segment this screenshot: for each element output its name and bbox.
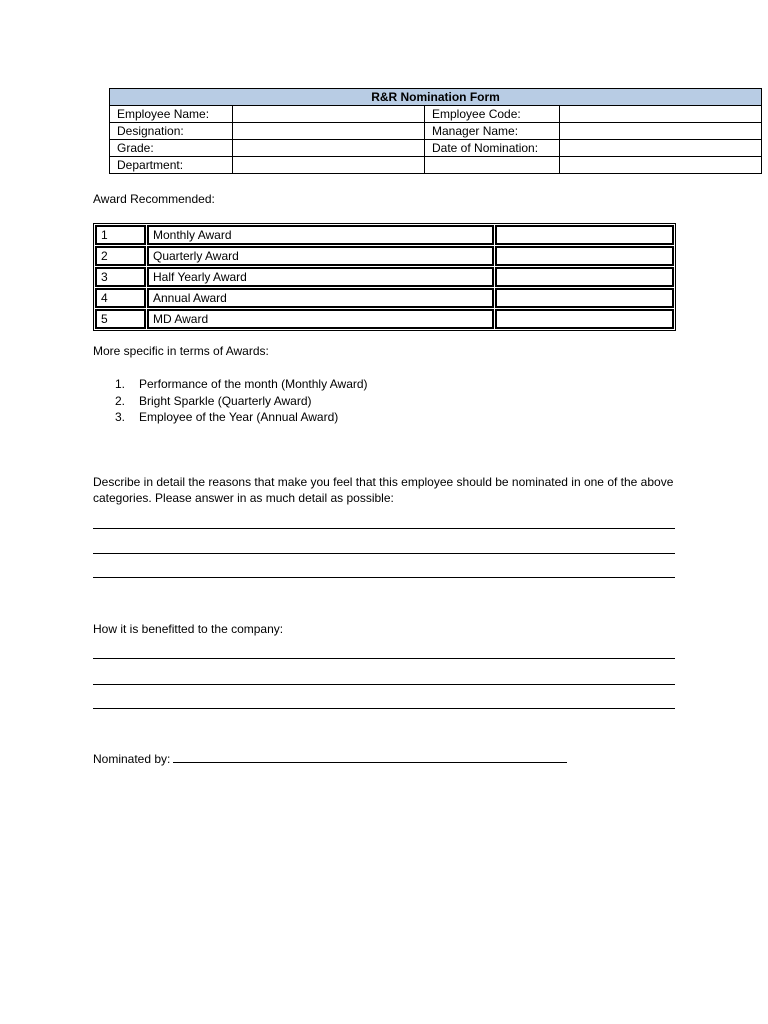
award-name: Annual Award: [147, 288, 494, 308]
employee-details-table: [109, 88, 762, 174]
award-number: 4: [95, 288, 146, 308]
award-selection-cell[interactable]: [495, 288, 674, 308]
manager-name-label: Manager Name:: [425, 123, 560, 140]
grade-label: Grade:: [110, 140, 233, 157]
award-number: 1: [95, 225, 146, 245]
table-row: [110, 157, 762, 174]
specific-awards-heading: More specific in terms of Awards:: [93, 344, 269, 358]
table-row: [95, 309, 674, 329]
department-field[interactable]: [233, 157, 425, 174]
table-row: [95, 225, 674, 245]
list-item: [93, 409, 368, 426]
awards-table: [93, 223, 676, 331]
empty-field-cell[interactable]: [560, 157, 762, 174]
award-name: Half Yearly Award: [147, 267, 494, 287]
specific-awards-list: [93, 376, 368, 426]
list-item: [93, 376, 368, 393]
reasons-answer-line[interactable]: [93, 577, 675, 578]
reasons-prompt: Describe in detail the reasons that make you feel that this employee should be nominated in one of the above categories. Please answer in as much detail as possible:: [93, 475, 674, 505]
table-row: [95, 246, 674, 266]
table-row: [110, 106, 762, 123]
table-row: [110, 140, 762, 157]
list-number: 1.: [115, 377, 126, 391]
award-number: 5: [95, 309, 146, 329]
department-label: Department:: [110, 157, 233, 174]
list-number: 3.: [115, 410, 126, 424]
grade-field[interactable]: [233, 140, 425, 157]
list-item: [93, 393, 368, 410]
benefit-answer-line[interactable]: [93, 658, 675, 659]
award-name: MD Award: [147, 309, 494, 329]
award-recommended-heading: Award Recommended:: [93, 192, 215, 206]
employee-code-label: Employee Code:: [425, 106, 560, 123]
award-selection-cell[interactable]: [495, 309, 674, 329]
award-selection-cell[interactable]: [495, 225, 674, 245]
nominated-by-signature-line[interactable]: [173, 751, 567, 763]
nominated-by-row: [93, 751, 567, 767]
designation-field[interactable]: [233, 123, 425, 140]
award-name: Monthly Award: [147, 225, 494, 245]
date-of-nomination-field[interactable]: [560, 140, 762, 157]
designation-label: Designation:: [110, 123, 233, 140]
benefit-prompt: How it is benefitted to the company:: [93, 622, 284, 636]
empty-label-cell: [425, 157, 560, 174]
list-text: Performance of the month (Monthly Award): [139, 377, 368, 391]
award-number: 2: [95, 246, 146, 266]
table-row: [95, 267, 674, 287]
employee-code-field[interactable]: [560, 106, 762, 123]
employee-name-label: Employee Name:: [110, 106, 233, 123]
table-row: [95, 288, 674, 308]
list-text: Bright Sparkle (Quarterly Award): [139, 393, 312, 408]
reasons-answer-line[interactable]: [93, 528, 675, 529]
table-row: [110, 123, 762, 140]
list-number: 2.: [115, 393, 126, 408]
nominated-by-label: Nominated by:: [93, 752, 171, 766]
employee-name-field[interactable]: [233, 106, 425, 123]
award-number: 3: [95, 267, 146, 287]
award-selection-cell[interactable]: [495, 267, 674, 287]
award-selection-cell[interactable]: [495, 246, 674, 266]
form-title: R&R Nomination Form: [110, 89, 762, 106]
list-text: Employee of the Year (Annual Award): [139, 410, 339, 424]
benefit-answer-line[interactable]: [93, 684, 675, 685]
date-of-nomination-label: Date of Nomination:: [425, 140, 560, 157]
benefit-answer-line[interactable]: [93, 708, 675, 709]
manager-name-field[interactable]: [560, 123, 762, 140]
reasons-answer-line[interactable]: [93, 553, 675, 554]
award-name: Quarterly Award: [147, 246, 494, 266]
